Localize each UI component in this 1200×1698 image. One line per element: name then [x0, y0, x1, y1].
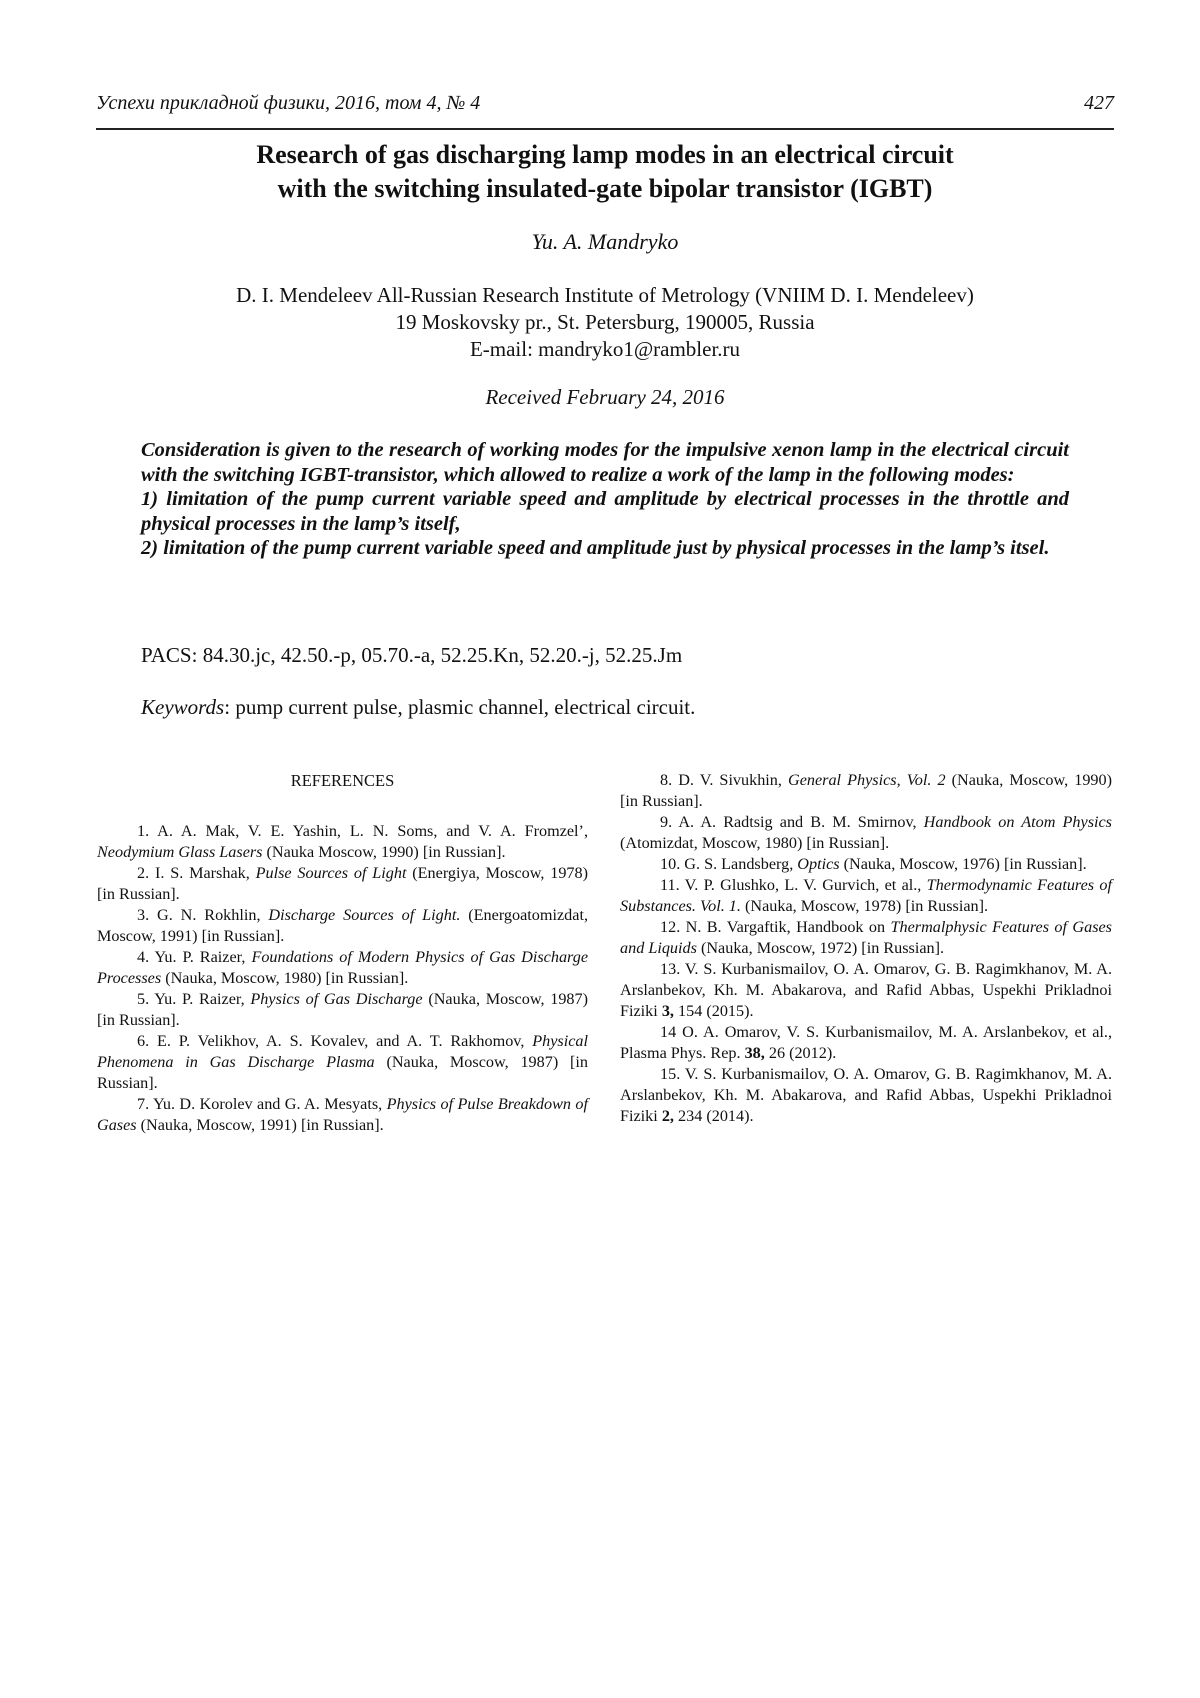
- abstract: [141, 438, 1069, 561]
- header-rule: [96, 128, 1114, 130]
- affiliation-institute: D. I. Mendeleev All-Russian Research Institute of Metrology (VNIIM D. I. Mendeleev): [236, 283, 974, 307]
- abstract-mode-1: 1) limitation of the pump current variable speed and amplitude by electrical processes in the throttle and physical processes in the lamp’s itself,: [141, 488, 1069, 535]
- abstract-mode-2: 2) limitation of the pump current variable speed and amplitude just by physical processes in the lamp’s itsel.: [141, 537, 1050, 559]
- reference-item: 1. A. A. Mak, V. E. Yashin, L. N. Soms, and V. A. Fromzel’, Neodymium Glass Lasers (Nauka Moscow, 1990) [in Russian].: [97, 822, 588, 861]
- reference-item: 2. I. S. Marshak, Pulse Sources of Light (Energiya, Moscow, 1978) [in Russian].: [97, 864, 588, 903]
- pacs-codes: PACS: 84.30.jc, 42.50.-p, 05.70.-a, 52.25.Kn, 52.20.-j, 52.25.Jm: [141, 643, 683, 667]
- affiliation-address: 19 Moskovsky pr., St. Petersburg, 190005, Russia: [395, 310, 815, 334]
- reference-item: 6. E. P. Velikhov, A. S. Kovalev, and A. T. Rakhomov, Physical Phenomena in Gas Discharge Plasma (Nauka, Moscow, 1987) [in Russian].: [97, 1032, 588, 1092]
- abstract-intro: Consideration is given to the research of working modes for the impulsive xenon lamp in the electrical circuit with the switching IGBT-transistor, which allowed to realize a work of the lamp in the following modes:: [141, 439, 1069, 486]
- reference-item: 15. V. S. Kurbanismailov, O. A. Omarov, G. B. Ragimkhanov, M. A. Arslanbekov, Kh. M. Abakarova, and Rafid Abbas, Uspekhi Prikladnoi Fiziki 2, 234 (2014).: [620, 1065, 1112, 1125]
- reference-item: 9. A. A. Radtsig and B. M. Smirnov, Handbook on Atom Physics (Atomizdat, Moscow, 1980) [in Russian].: [620, 813, 1112, 852]
- reference-item: 14 O. A. Omarov, V. S. Kurbanismailov, M. A. Arslanbekov, et al., Plasma Phys. Rep. 38, 26 (2012).: [620, 1023, 1112, 1062]
- article-title: [96, 138, 1114, 206]
- keywords-text: : pump current pulse, plasmic channel, electrical circuit.: [224, 695, 696, 719]
- keywords-label: Keywords: [141, 695, 225, 719]
- reference-item: 3. G. N. Rokhlin, Discharge Sources of Light. (Energoatomizdat, Moscow, 1991) [in Russian].: [97, 906, 588, 945]
- reference-item: 13. V. S. Kurbanismailov, O. A. Omarov, G. B. Ragimkhanov, M. A. Arslanbekov, Kh. M. Abakarova, and Rafid Abbas, Uspekhi Prikladnoi Fiziki 3, 154 (2015).: [620, 960, 1112, 1020]
- reference-item: 5. Yu. P. Raizer, Physics of Gas Discharge (Nauka, Moscow, 1987) [in Russian].: [97, 990, 589, 1029]
- page-number: 427: [1084, 92, 1114, 114]
- reference-item: 10. G. S. Landsberg, Optics (Nauka, Moscow, 1976) [in Russian].: [660, 855, 1087, 873]
- running-head: [96, 92, 1114, 122]
- journal-name: Успехи прикладной физики, 2016, том 4, № 4: [96, 92, 481, 114]
- reference-item: 7. Yu. D. Korolev and G. A. Mesyats, Physics of Pulse Breakdown of Gases (Nauka, Moscow, 1991) [in Russian].: [97, 1095, 588, 1134]
- references-column-left: [97, 770, 588, 1136]
- author-email: E-mail: mandryko1@rambler.ru: [469, 337, 741, 361]
- references-column-right: [620, 770, 1112, 1127]
- author-name: Yu. A. Mandryko: [531, 229, 679, 254]
- keywords: [141, 695, 1069, 720]
- affiliation: [96, 282, 1114, 363]
- received-date: Received February 24, 2016: [485, 385, 725, 409]
- title-line-2: with the switching insulated-gate bipolar transistor (IGBT): [277, 174, 933, 203]
- reference-item: 8. D. V. Sivukhin, General Physics, Vol. 2 (Nauka, Moscow, 1990) [in Russian].: [620, 771, 1112, 810]
- references-heading: REFERENCES: [290, 771, 395, 790]
- reference-item: 11. V. P. Glushko, L. V. Gurvich, et al., Thermodynamic Features of Substances. Vol. 1. (Nauka, Moscow, 1978) [in Russian].: [620, 876, 1112, 915]
- reference-item: 4. Yu. P. Raizer, Foundations of Modern Physics of Gas Discharge Processes (Nauka, Moscow, 1980) [in Russian].: [97, 948, 589, 987]
- reference-item: 12. N. B. Vargaftik, Handbook on Thermalphysic Features of Gases and Liquids (Nauka, Moscow, 1972) [in Russian].: [620, 918, 1112, 957]
- title-line-1: Research of gas discharging lamp modes in an electrical circuit: [256, 140, 954, 169]
